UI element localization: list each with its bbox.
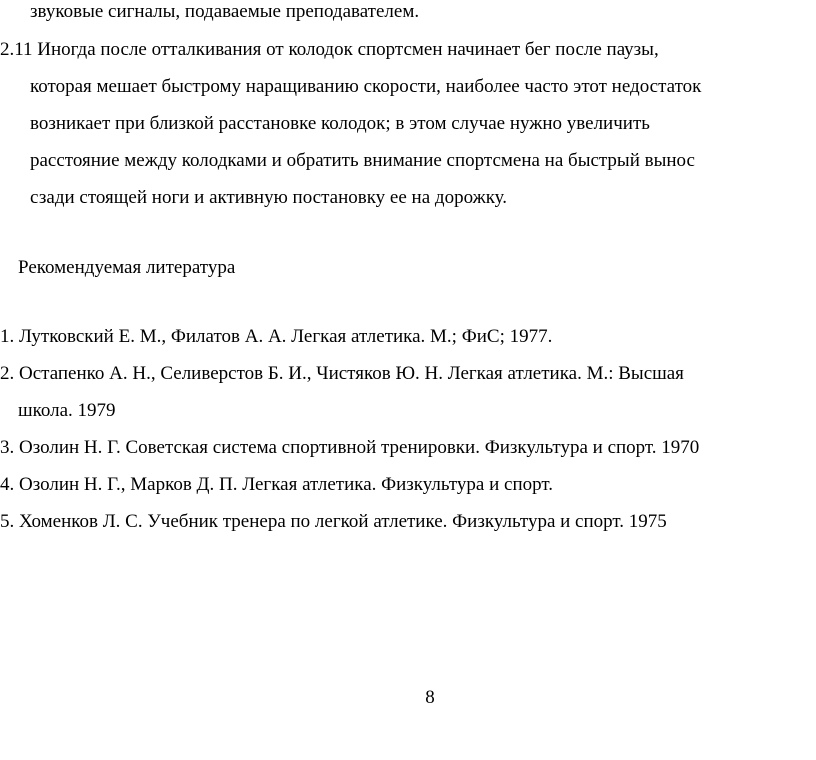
- paragraph-line: которая мешает быстрому наращиванию скорости, наиболее часто этот недостаток: [30, 76, 702, 97]
- reference-item: 1. Лутковский Е. М., Филатов А. А. Легкая атлетика. М.; ФиС; 1977.: [0, 326, 553, 347]
- literature-heading: Рекомендуемая литература: [18, 257, 236, 278]
- reference-item: 4. Озолин Н. Г., Марков Д. П. Легкая атлетика. Физкультура и спорт.: [0, 474, 553, 495]
- continuation-line: звуковые сигналы, подаваемые преподавателем.: [30, 1, 420, 22]
- reference-item: 3. Озолин Н. Г. Советская система спортивной тренировки. Физкультура и спорт. 1970: [0, 437, 700, 458]
- paragraph-line: сзади стоящей ноги и активную постановку ее на дорожку.: [30, 187, 508, 208]
- reference-item: 5. Хоменков Л. С. Учебник тренера по легкой атлетике. Физкультура и спорт. 1975: [0, 511, 667, 532]
- paragraph-line: 2.11 Иногда после отталкивания от колодок спортсмен начинает бег после паузы,: [0, 39, 659, 60]
- page-number: 8: [425, 687, 435, 708]
- reference-item-continuation: школа. 1979: [18, 400, 116, 421]
- paragraph-line: расстояние между колодками и обратить внимание спортсмена на быстрый вынос: [30, 150, 695, 171]
- paragraph-line: возникает при близкой расстановке колодок; в этом случае нужно увеличить: [30, 113, 650, 134]
- reference-item: 2. Остапенко А. Н., Селиверстов Б. И., Чистяков Ю. Н. Легкая атлетика. М.: Высшая: [0, 363, 684, 384]
